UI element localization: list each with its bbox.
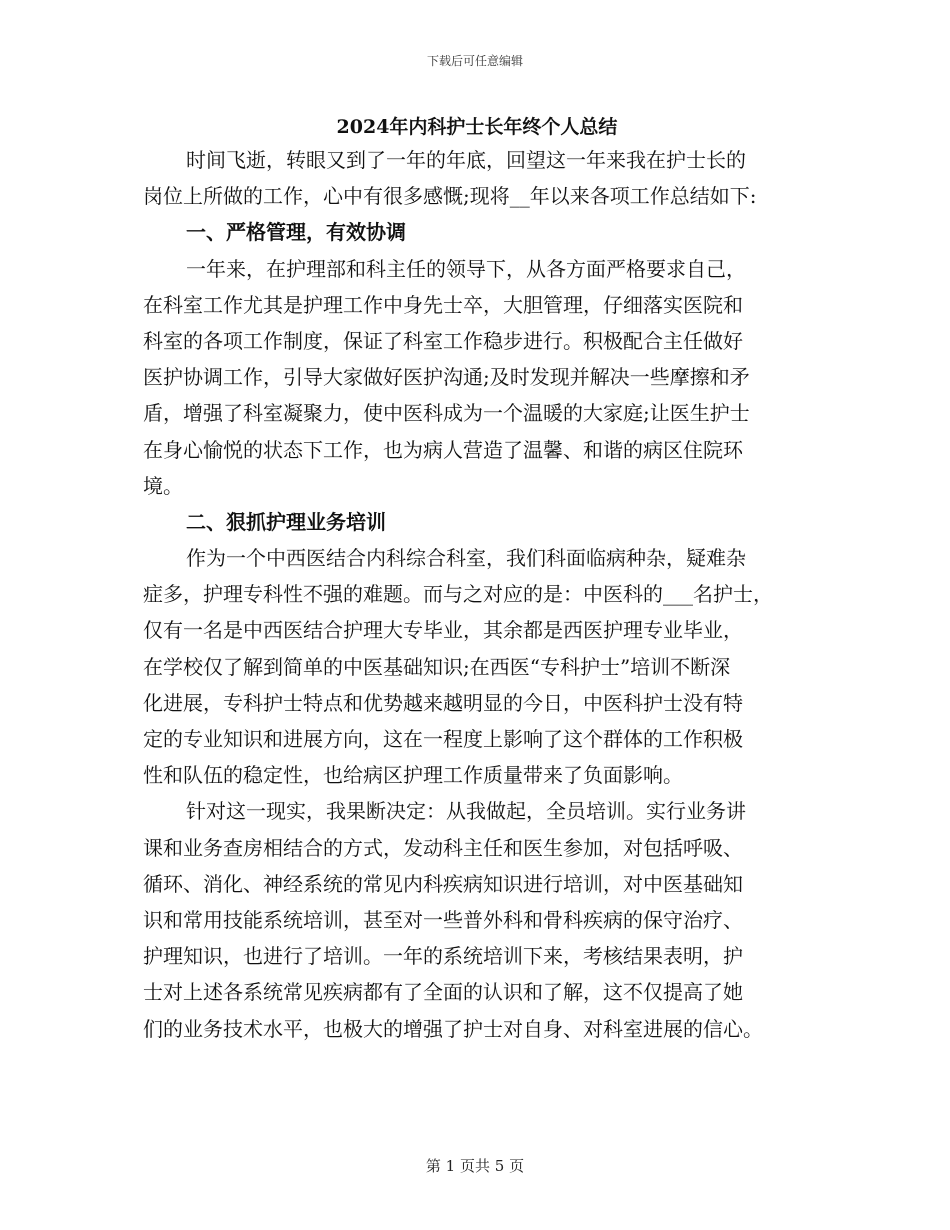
text-line: 定的专业知识和进展方向，这在一程度上影响了这个群体的工作积极 bbox=[143, 727, 743, 751]
text-line: 科室的各项工作制度，保证了科室工作稳步进行。积极配合主任做好 bbox=[143, 328, 743, 353]
text-line: 在科室工作尤其是护理工作中身先士卒，大胆管理，仔细落实医院和 bbox=[143, 292, 743, 317]
text-line: 时间飞逝，转眼又到了一年的年底，回望这一年来我在护士长的 bbox=[186, 148, 746, 172]
text-line: 在学校仅了解到简单的中医基础知识;在西医“专科护士”培训不断深 bbox=[143, 654, 731, 679]
text-line: 识和常用技能系统培训，甚至对一些普外科和骨科疾病的保守治疗、 bbox=[143, 907, 743, 932]
document-lines bbox=[143, 142, 811, 1047]
text-line: 医护协调工作，引导大家做好医护沟通;及时发现并解决一些摩擦和矛 bbox=[143, 365, 750, 390]
page-number: 第 1 页共 5 页 bbox=[425, 1157, 525, 1175]
text-line: 士对上述各系统常见疾病都有了全面的认识和了解，这不仅提高了她 bbox=[143, 980, 743, 1005]
section-heading: 二、狠抓护理业务培训 bbox=[186, 509, 386, 534]
text-line: 症多，护理专科性不强的难题。而与之对应的是：中医科的___名护士， bbox=[143, 582, 773, 607]
text-line: 化进展，专科护士特点和优势越来越明显的今日，中医科护士没有特 bbox=[143, 690, 743, 715]
text-line: 仅有一名是中西医结合护理大专毕业，其余都是西医护理专业毕业， bbox=[143, 618, 743, 643]
text-line: 盾，增强了科室凝聚力，使中医科成为一个温暖的大家庭;让医生护士 bbox=[143, 401, 750, 426]
text-line: 护理知识，也进行了培训。一年的系统培训下来，考核结果表明，护 bbox=[143, 944, 743, 969]
text-line: 在身心愉悦的状态下工作，也为病人营造了温馨、和谐的病区住院环 bbox=[143, 437, 743, 462]
document-body bbox=[143, 112, 811, 1047]
text-line: 岗位上所做的工作，心中有很多感慨;现将__年以来各项工作总结如下: bbox=[143, 184, 757, 209]
text-line: 们的业务技术水平，也极大的增强了护士对自身、对科室进展的信心。 bbox=[143, 1016, 763, 1041]
text-line: 作为一个中西医结合内科综合科室，我们科面临病种杂，疑难杂 bbox=[186, 546, 746, 571]
text-line: 针对这一现实，我果断决定：从我做起，全员培训。实行业务讲 bbox=[186, 799, 746, 824]
header-note: 下载后可任意编辑 bbox=[426, 54, 523, 68]
text-line: 性和队伍的稳定性，也给病区护理工作质量带来了负面影响。 bbox=[143, 763, 683, 788]
document-title: 2024年内科护士长年终个人总结 bbox=[336, 116, 618, 138]
text-line: 境。 bbox=[143, 473, 183, 498]
text-line: 循环、消化、神经系统的常见内科疾病知识进行培训，对中医基础知 bbox=[143, 871, 743, 896]
text-line: 一年来，在护理部和科主任的领导下，从各方面严格要求自己， bbox=[186, 256, 746, 281]
section-heading: 一、严格管理，有效协调 bbox=[186, 220, 406, 245]
text-line: 课和业务查房相结合的方式，发动科主任和医生参加，对包括呼吸、 bbox=[143, 835, 743, 860]
